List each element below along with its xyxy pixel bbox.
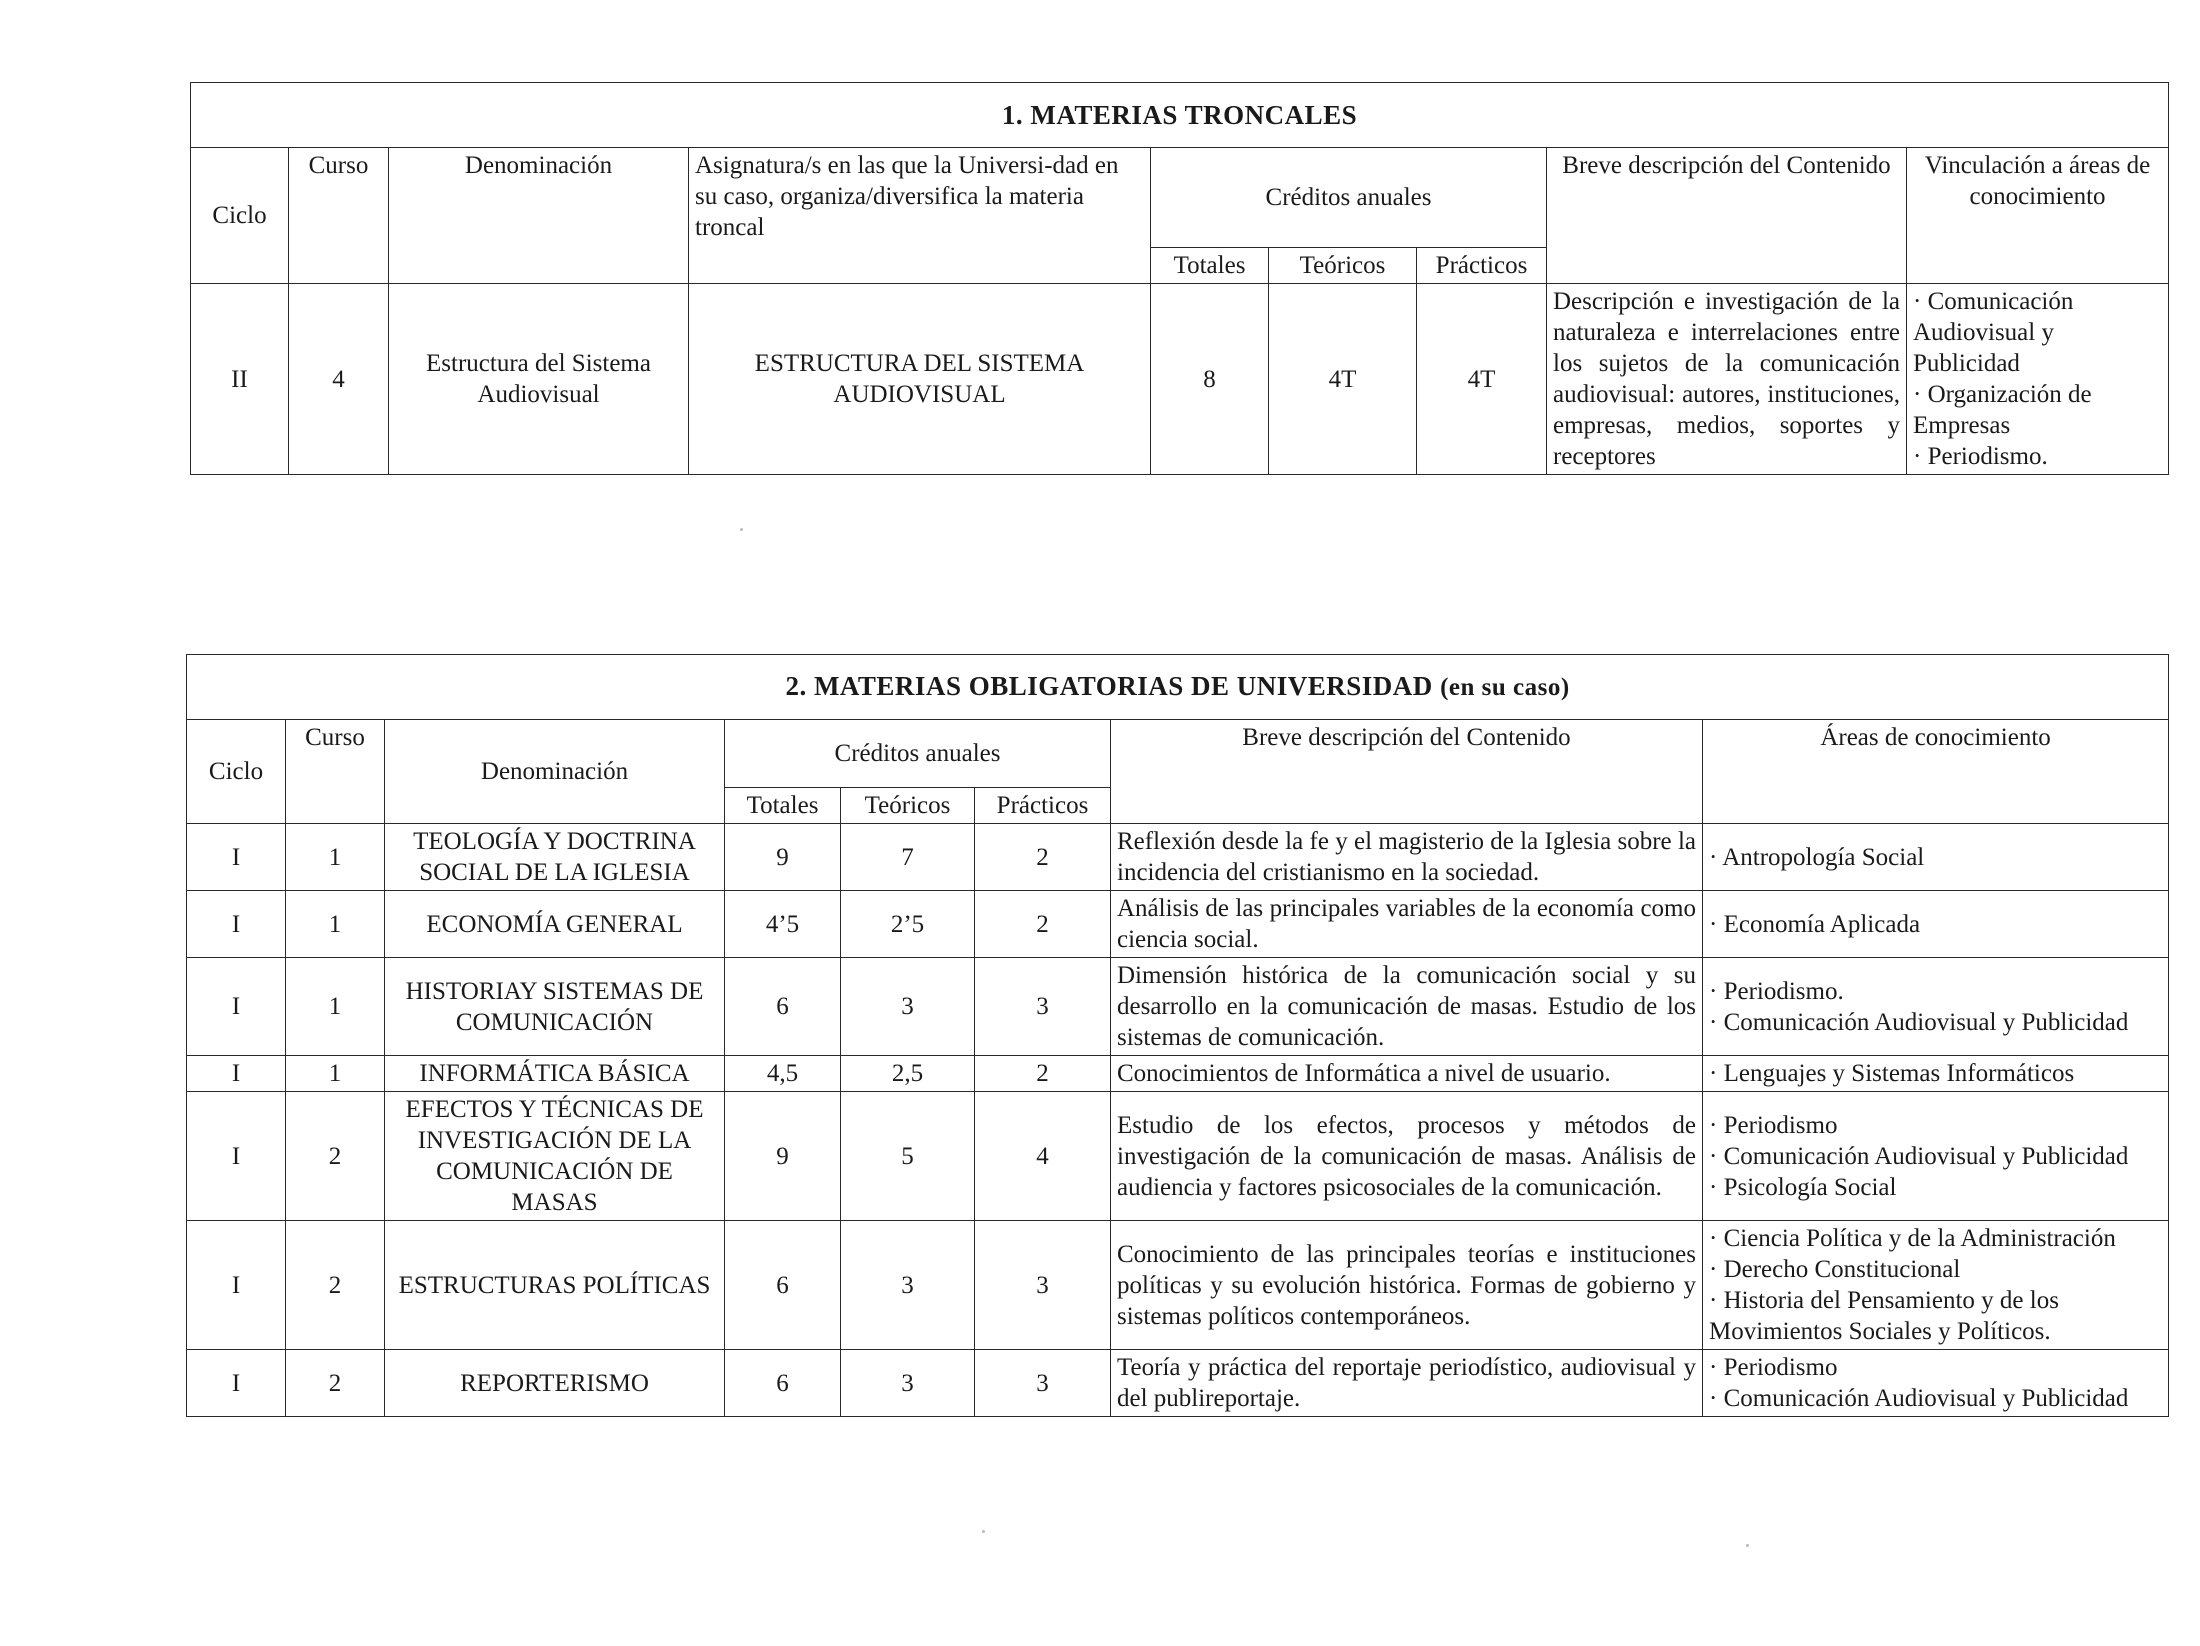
scan-speck — [740, 528, 743, 531]
cell-curso: 2 — [286, 1350, 385, 1417]
header-descripcion: Breve descripción del Contenido — [1547, 148, 1907, 284]
cell-denominacion: INFORMÁTICA BÁSICA — [385, 1056, 725, 1092]
table-row — [187, 1056, 2169, 1092]
area-item: · Periodismo. — [1709, 977, 1844, 1005]
header-curso: Curso — [286, 720, 385, 824]
header-asignatura: Asignatura/s en las que la Universi-dad en su caso, organiza/diversifica la materia troncal — [689, 148, 1151, 284]
area-item: · Comunicación Audiovisual y Publicidad — [1709, 1142, 2129, 1170]
header-ciclo: Ciclo — [191, 148, 289, 284]
area-item: · Comunicación Audiovisual y Publicidad — [1709, 1385, 2129, 1412]
area-item: · Derecho Constitucional — [1709, 1256, 1961, 1283]
cell-curso: 2 — [286, 1092, 385, 1221]
cell-teoricos: 2,5 — [841, 1056, 975, 1092]
cell-descripcion: Reflexión desde la fe y el magisterio de la Iglesia sobre la incidencia del cristianismo en la sociedad. — [1111, 824, 1703, 891]
header-descripcion: Breve descripción del Contenido — [1111, 720, 1703, 824]
cell-ciclo: I — [187, 1221, 286, 1350]
header-creditos: Créditos anuales — [725, 720, 1111, 788]
cell-descripcion: Descripción e investigación de la naturaleza e interrelaciones entre los sujetos de la comunicación audiovisual: autores, instituciones, empresas, medios, soportes y receptores — [1547, 284, 1907, 475]
cell-denominacion: ESTRUCTURAS POLÍTICAS — [385, 1221, 725, 1350]
cell-teoricos: 2’5 — [841, 891, 975, 958]
header-totales: Totales — [725, 788, 841, 824]
area-item: · Economía Aplicada — [1709, 910, 1921, 938]
cell-curso: 1 — [286, 1056, 385, 1092]
obligatorias-title — [187, 655, 2169, 720]
table-row — [187, 958, 2169, 1056]
header-denominacion: Denominación — [385, 720, 725, 824]
cell-practicos: 4T — [1417, 284, 1547, 475]
header-denominacion: Denominación — [389, 148, 689, 284]
area-item: · Periodismo — [1709, 1111, 1838, 1139]
cell-descripcion: Dimensión histórica de la comunicación social y su desarrollo en la comunicación de masas. Estudio de los sistemas de comunicación. — [1111, 958, 1703, 1056]
cell-denominacion: REPORTERISMO — [385, 1350, 725, 1417]
cell-totales: 9 — [725, 824, 841, 891]
cell-areas — [1703, 1092, 2169, 1221]
cell-areas — [1703, 891, 2169, 958]
cell-descripcion: Conocimientos de Informática a nivel de usuario. — [1111, 1056, 1703, 1092]
obligatorias-title-text: 2. MATERIAS OBLIGATORIAS DE UNIVERSIDAD — [785, 671, 1433, 701]
table-row — [187, 824, 2169, 891]
cell-ciclo: II — [191, 284, 289, 475]
cell-ciclo: I — [187, 891, 286, 958]
cell-totales: 6 — [725, 958, 841, 1056]
header-vinculacion: Vinculación a áreas de conocimiento — [1907, 148, 2169, 284]
area-item: · Antropología Social — [1709, 843, 1925, 871]
cell-practicos: 2 — [975, 891, 1111, 958]
scan-speck — [1746, 1544, 1749, 1547]
cell-areas — [1703, 824, 2169, 891]
cell-areas — [1703, 1056, 2169, 1092]
cell-totales: 6 — [725, 1350, 841, 1417]
area-item: · Periodismo. — [1913, 443, 2048, 470]
cell-ciclo: I — [187, 958, 286, 1056]
table-row — [191, 284, 2169, 475]
cell-ciclo: I — [187, 1350, 286, 1417]
cell-descripcion: Análisis de las principales variables de la economía como ciencia social. — [1111, 891, 1703, 958]
cell-practicos: 2 — [975, 1056, 1111, 1092]
cell-totales: 8 — [1151, 284, 1269, 475]
area-item: · Historia del Pensamiento y de los Movimientos Sociales y Políticos. — [1709, 1287, 2059, 1345]
cell-denominacion: EFECTOS Y TÉCNICAS DE INVESTIGACIÓN DE LA COMUNICACIÓN DE MASAS — [385, 1092, 725, 1221]
cell-practicos: 4 — [975, 1092, 1111, 1221]
cell-areas — [1907, 284, 2169, 475]
header-curso: Curso — [289, 148, 389, 284]
header-practicos: Prácticos — [1417, 248, 1547, 284]
cell-curso: 2 — [286, 1221, 385, 1350]
area-item: · Comunicación Audiovisual y Publicidad — [1709, 1008, 2129, 1036]
cell-asignatura: ESTRUCTURA DEL SISTEMA AUDIOVISUAL — [689, 284, 1151, 475]
cell-practicos: 3 — [975, 1350, 1111, 1417]
cell-areas — [1703, 1221, 2169, 1350]
cell-descripcion: Teoría y práctica del reportaje periodístico, audiovisual y del publireportaje. — [1111, 1350, 1703, 1417]
troncales-table — [190, 82, 2169, 475]
troncales-title: 1. MATERIAS TRONCALES — [191, 83, 2169, 148]
obligatorias-table — [186, 654, 2169, 1417]
cell-curso: 4 — [289, 284, 389, 475]
obligatorias-title-suffix: (en su caso) — [1440, 674, 1570, 701]
cell-denominacion: ECONOMÍA GENERAL — [385, 891, 725, 958]
area-item: · Ciencia Política y de la Administración — [1709, 1225, 2116, 1252]
cell-teoricos: 4T — [1269, 284, 1417, 475]
cell-teoricos: 3 — [841, 1221, 975, 1350]
header-practicos: Prácticos — [975, 788, 1111, 824]
cell-practicos: 2 — [975, 824, 1111, 891]
cell-teoricos: 7 — [841, 824, 975, 891]
cell-totales: 4’5 — [725, 891, 841, 958]
cell-totales: 4,5 — [725, 1056, 841, 1092]
area-item: · Comunicación Audiovisual y Publicidad — [1913, 288, 2074, 377]
cell-ciclo: I — [187, 824, 286, 891]
table-row — [187, 1350, 2169, 1417]
cell-areas — [1703, 958, 2169, 1056]
cell-descripcion: Conocimiento de las principales teorías e instituciones políticas y su evolución histórica. Formas de gobierno y sistemas políticos contemporáneos. — [1111, 1221, 1703, 1350]
table-row — [187, 1092, 2169, 1221]
cell-totales: 9 — [725, 1092, 841, 1221]
cell-denominacion: Estructura del Sistema Audiovisual — [389, 284, 689, 475]
cell-denominacion: TEOLOGÍA Y DOCTRINA SOCIAL DE LA IGLESIA — [385, 824, 725, 891]
area-item: · Psicología Social — [1709, 1173, 1897, 1201]
table-row — [187, 891, 2169, 958]
header-totales: Totales — [1151, 248, 1269, 284]
cell-curso: 1 — [286, 891, 385, 958]
area-item: · Periodismo — [1709, 1354, 1838, 1381]
cell-curso: 1 — [286, 824, 385, 891]
cell-teoricos: 3 — [841, 1350, 975, 1417]
cell-ciclo: I — [187, 1056, 286, 1092]
header-teoricos: Teóricos — [1269, 248, 1417, 284]
cell-practicos: 3 — [975, 1221, 1111, 1350]
header-creditos: Créditos anuales — [1151, 148, 1547, 248]
cell-practicos: 3 — [975, 958, 1111, 1056]
cell-totales: 6 — [725, 1221, 841, 1350]
cell-teoricos: 3 — [841, 958, 975, 1056]
table-row — [187, 1221, 2169, 1350]
cell-teoricos: 5 — [841, 1092, 975, 1221]
cell-curso: 1 — [286, 958, 385, 1056]
area-item: · Organización de Empresas — [1913, 381, 2092, 439]
header-areas: Áreas de conocimiento — [1703, 720, 2169, 824]
cell-ciclo: I — [187, 1092, 286, 1221]
cell-denominacion: HISTORIAY SISTEMAS DE COMUNICACIÓN — [385, 958, 725, 1056]
scan-speck — [982, 1530, 985, 1533]
header-ciclo: Ciclo — [187, 720, 286, 824]
cell-descripcion: Estudio de los efectos, procesos y métodos de investigación de la comunicación de masas. Análisis de audiencia y factores psicosociales de la comunicación. — [1111, 1092, 1703, 1221]
header-teoricos: Teóricos — [841, 788, 975, 824]
cell-areas — [1703, 1350, 2169, 1417]
area-item: · Lenguajes y Sistemas Informáticos — [1709, 1060, 2075, 1087]
